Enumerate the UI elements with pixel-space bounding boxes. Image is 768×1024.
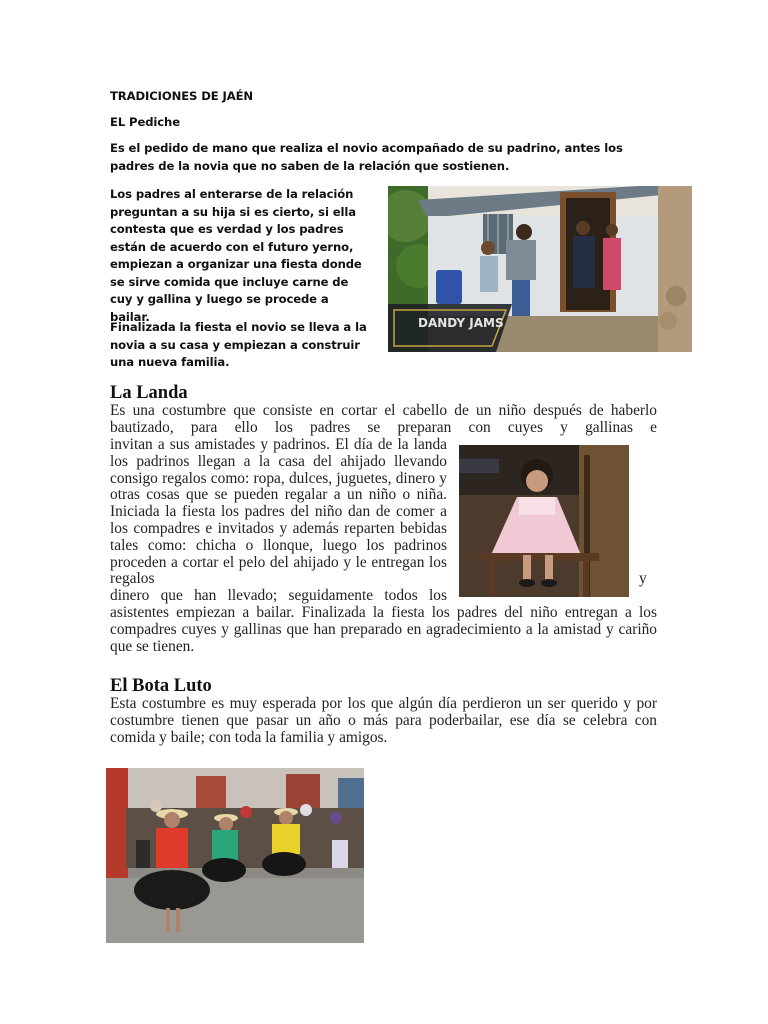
section-heading-botaluto: El Bota Luto	[110, 676, 212, 696]
watermark-text: DANDY JAMS	[418, 316, 504, 330]
landa-photo	[459, 445, 629, 597]
landa-rest: asistentes empiezan a bailar. Finalizada la fiesta los padres del niño entregan a los compadres cuyes y gallinas que han preparado en agradecimiento a la amistad y cariño que se tienen.	[110, 604, 657, 655]
pediche-paragraph-1: Es el pedido de mano que realiza el novio acompañado de su padrino, antes los padres de la novia que no saben de la relación que sostienen.	[110, 141, 623, 173]
landa-wrap-text: invitan a sus amistades y padrinos. El día de la landa los padrinos llegan a la casa del ahijado llevando consigo regalos como: ropa, dulces, juguetes, dinero y otras cosas que se pueden regalar a un niño o niña. Iniciada la fiesta los padres del niño dan de comer a los compadres e invitados y además reparten bebidas tales como: chicha o llonque, luego los padrinos proceden a cortar el pelo del ahijado y le entregan los regalos	[110, 436, 447, 588]
pediche-paragraph-3: Finalizada la fiesta el novio se lleva a la novia a su casa y empiezan a construir una nueva familia.	[110, 320, 367, 369]
landa-wrap-text-2: dinero que han llevado; seguidamente todos los	[110, 587, 447, 604]
botaluto-photo	[106, 768, 364, 943]
botaluto-paragraph: Esta costumbre es muy esperada por los que algún día perdieron un ser querido y por costumbre tienen que pasar un año o más para poderbailar, ese día se celebra con comida y baile; con toda la familia y amigos.	[110, 695, 657, 746]
landa-y-word: y	[639, 570, 647, 587]
section-heading-landa: La Landa	[110, 383, 188, 403]
section-heading-pediche: EL Pediche	[110, 115, 180, 129]
landa-intro: Es una costumbre que consiste en cortar el cabello de un niño después de haberlo bautizado, para ello los padres se preparan con cuyes y gallinas e	[110, 402, 657, 436]
document-title: TRADICIONES DE JAÉN	[110, 89, 254, 103]
pediche-photo	[388, 186, 692, 352]
pediche-paragraph-2: Los padres al enterarse de la relación preguntan a su hija si es cierto, si ella contesta que es verdad y los padres están de acuerdo con el futuro yerno, empiezan a organizar una fiesta donde se sirve comida que incluye carne de cuy y gallina y luego se procede a bailar.	[110, 187, 362, 324]
